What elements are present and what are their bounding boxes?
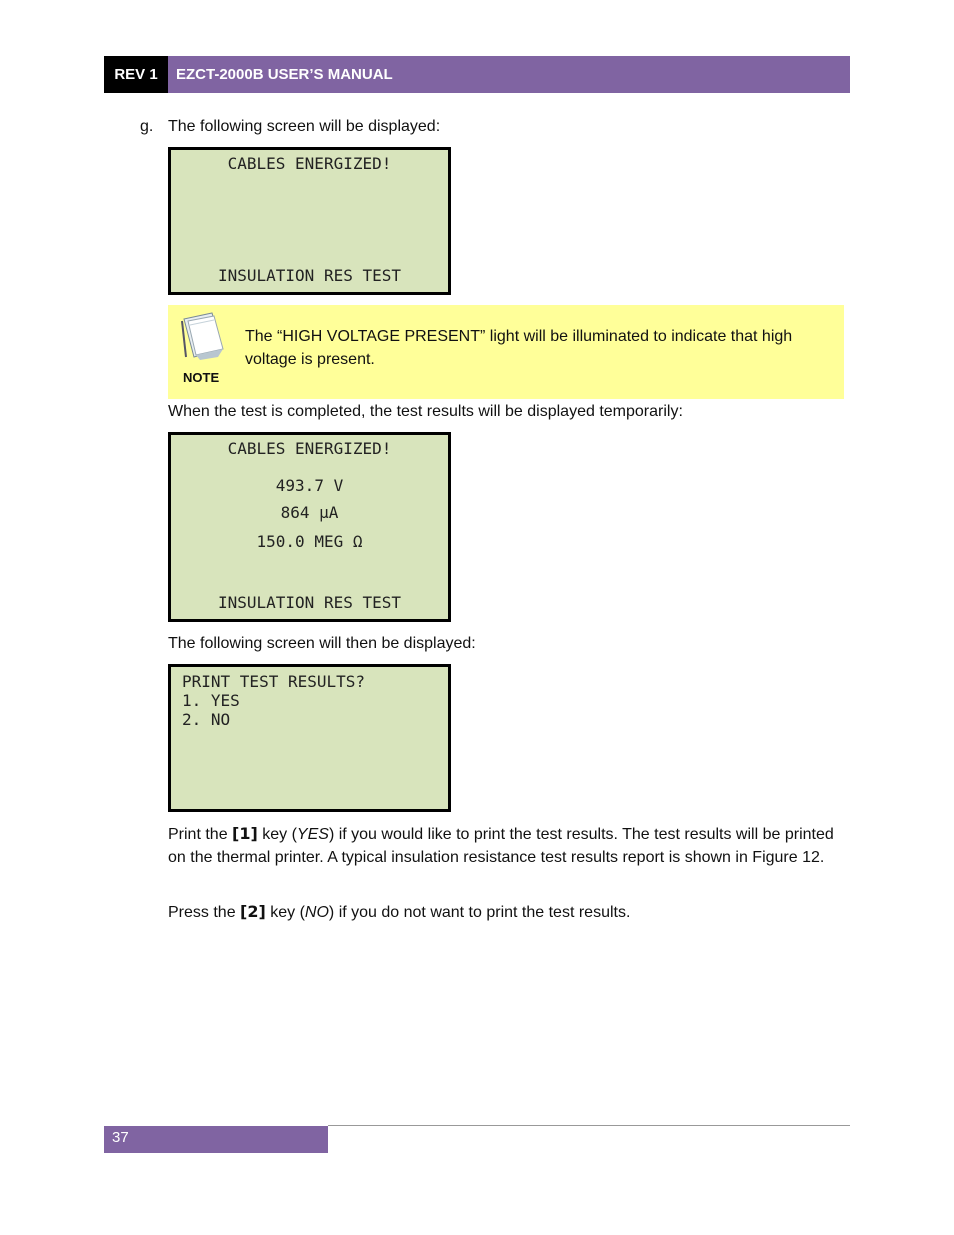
step-text: The following screen will be displayed:: [168, 118, 441, 135]
notepad-icon: [178, 311, 226, 361]
footer-rule: [328, 1125, 850, 1126]
lcd-line: INSULATION RES TEST: [217, 266, 402, 285]
print-instructions: Print the [1] key (YES) if you would like to print the test results. The test results will be printed on the thermal printer. A typical insulation resistance test results report is shown in Figure 12.: [168, 824, 834, 866]
lcd-screen-print: [168, 664, 451, 812]
key-2: [2]: [240, 902, 266, 921]
note-label: NOTE: [183, 370, 220, 385]
step-letter: g.: [140, 118, 154, 135]
lcd-option-no: 2. NO: [182, 710, 231, 729]
lcd-current-value: 864 µA: [280, 503, 339, 522]
lcd-voltage-value: 493.7 V: [275, 476, 344, 495]
lcd-line: CABLES ENERGIZED!: [227, 154, 392, 173]
lcd-option-yes: 1. YES: [182, 691, 240, 710]
lcd-line: CABLES ENERGIZED!: [227, 439, 392, 458]
then-text: The following screen will then be displayed:: [168, 635, 476, 652]
page-number: 37: [104, 1126, 328, 1153]
lcd-screen-energized: [168, 147, 451, 295]
revision-label: REV 1: [104, 56, 168, 93]
lcd-screen-results: [168, 432, 451, 622]
manual-title: EZCT-2000B USER’S MANUAL: [168, 56, 850, 93]
note-text: The “HIGH VOLTAGE PRESENT” light will be illuminated to indicate that high voltage is present.: [245, 328, 793, 368]
press-instructions: Press the [2] key (NO) if you do not want to print the test results.: [168, 902, 631, 921]
note-box: [168, 305, 844, 399]
page-header: [104, 56, 850, 93]
lcd-resistance-value: 150.0 MEG Ω: [256, 532, 363, 551]
key-1: [1]: [232, 824, 258, 843]
lcd-line: INSULATION RES TEST: [217, 593, 402, 612]
lcd-line: PRINT TEST RESULTS?: [182, 672, 366, 691]
completed-text: When the test is completed, the test results will be displayed temporarily:: [168, 403, 683, 420]
